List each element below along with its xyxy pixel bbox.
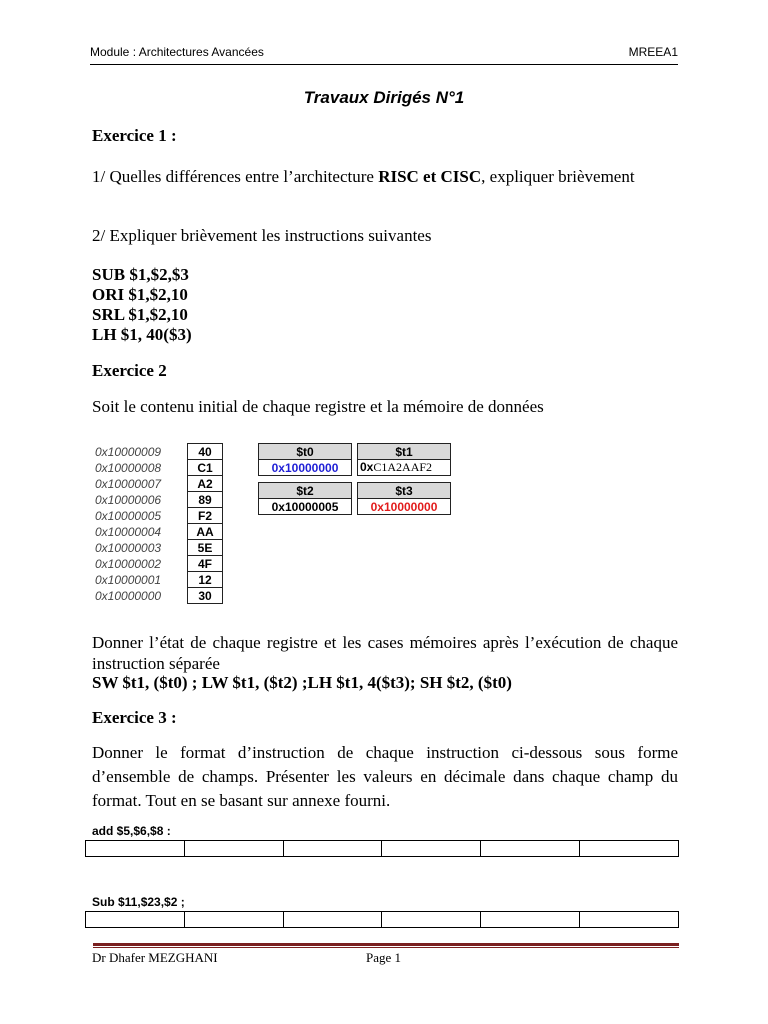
register-value: 0x10000000 (358, 499, 451, 515)
format-field[interactable] (580, 912, 679, 928)
ex2-heading: Exercice 2 (92, 361, 167, 380)
ex2-intro: Soit le contenu initial de chaque registre et la mémoire de données (92, 397, 544, 416)
memory-value: 5E (188, 540, 223, 556)
format-field[interactable] (283, 912, 382, 928)
memory-address: 0x10000004 (95, 524, 162, 539)
format-table-add (85, 840, 679, 857)
ex1-q1-part-a: 1/ Quelles différences entre l’architecture (92, 167, 379, 186)
register-value: 0x10000005 (259, 499, 352, 515)
register-name: $t1 (358, 444, 451, 460)
ex1-q1-part-b: RISC et CISC (378, 167, 482, 186)
memory-value: 89 (188, 492, 223, 508)
memory-value: C1 (188, 460, 223, 476)
memory-row (95, 444, 223, 460)
memory-value: 30 (188, 588, 223, 604)
format-field[interactable] (382, 841, 481, 857)
page-title: Travaux Dirigés N°1 (303, 88, 465, 107)
memory-value: 12 (188, 572, 223, 588)
memory-row (95, 572, 223, 588)
memory-value: 4F (188, 556, 223, 572)
format-field[interactable] (580, 841, 679, 857)
register-value-prefix: 0x (360, 460, 374, 474)
ex2-task-instructions: SW $t1, ($t0) ; LW $t1, ($t2) ;LH $t1, 4($t3); SH $t2, ($t0) (92, 673, 512, 692)
memory-table (95, 443, 223, 604)
memory-address: 0x10000003 (95, 540, 162, 555)
register-value: 0x10000000 (259, 460, 352, 476)
footer-page-number: Page 1 (366, 950, 402, 965)
memory-row (95, 588, 223, 604)
format-field[interactable] (382, 912, 481, 928)
format-field[interactable] (86, 912, 185, 928)
header-module: Module : Architectures Avancées (90, 45, 264, 59)
ex1-instruction: SRL $1,$2,10 (92, 305, 188, 324)
memory-value: 40 (188, 444, 223, 460)
register-name: $t2 (259, 483, 352, 499)
ex3-text: Donner le format d’instruction de chaque instruction ci-dessous sous forme d’ensemble de champs. Présenter les valeurs en décimale dans chaque champ du format. Tout en se basant sur annexe fourni. (92, 743, 678, 810)
register-t3 (357, 482, 451, 515)
memory-address: 0x10000001 (95, 572, 162, 587)
memory-value: A2 (188, 476, 223, 492)
memory-value: AA (188, 524, 223, 540)
register-t1 (357, 443, 451, 476)
header-divider (90, 64, 678, 65)
ex3-label-add: add $5,$6,$8 : (92, 824, 171, 838)
ex1-instruction-list (92, 265, 192, 345)
memory-row (95, 492, 223, 508)
ex1-q1-part-c: , expliquer brièvement (481, 167, 635, 186)
format-field[interactable] (481, 912, 580, 928)
ex2-task: Donner l’état de chaque registre et les cases mémoires après l’exécution de chaque instruction séparée (92, 633, 678, 673)
footer-divider (93, 943, 679, 946)
memory-address: 0x10000007 (95, 476, 162, 491)
memory-row (95, 556, 223, 572)
register-value-digits: C1A2AAF2 (373, 460, 433, 474)
ex1-heading: Exercice 1 : (92, 126, 177, 145)
format-field[interactable] (184, 912, 283, 928)
memory-address: 0x10000002 (95, 556, 162, 571)
ex1-instruction: SUB $1,$2,$3 (92, 265, 189, 284)
format-field[interactable] (86, 841, 185, 857)
memory-address: 0x10000008 (95, 460, 162, 475)
ex3-label-sub: Sub $11,$23,$2 ; (92, 895, 185, 909)
memory-address: 0x10000006 (95, 492, 162, 507)
memory-address: 0x10000009 (95, 444, 162, 459)
format-field[interactable] (481, 841, 580, 857)
memory-address: 0x10000000 (95, 588, 162, 603)
format-field[interactable] (184, 841, 283, 857)
memory-row (95, 524, 223, 540)
register-name: $t0 (259, 444, 352, 460)
ex1-instruction: LH $1, 40($3) (92, 325, 192, 344)
memory-row (95, 540, 223, 556)
format-field[interactable] (283, 841, 382, 857)
register-t0 (258, 443, 352, 476)
ex1-question2: 2/ Expliquer brièvement les instructions suivantes (92, 226, 432, 245)
register-name: $t3 (358, 483, 451, 499)
format-table-sub (85, 911, 679, 928)
memory-row (95, 508, 223, 524)
memory-row (95, 460, 223, 476)
ex1-instruction: ORI $1,$2,10 (92, 285, 188, 304)
footer-author: Dr Dhafer MEZGHANI (92, 950, 218, 965)
ex1-question1 (92, 167, 678, 187)
register-t2 (258, 482, 352, 515)
register-value (358, 460, 451, 476)
header-code: MREEA1 (628, 45, 678, 59)
ex3-heading: Exercice 3 : (92, 708, 177, 727)
memory-address: 0x10000005 (95, 508, 162, 523)
footer-divider-thin (93, 947, 679, 948)
memory-row (95, 476, 223, 492)
memory-value: F2 (188, 508, 223, 524)
